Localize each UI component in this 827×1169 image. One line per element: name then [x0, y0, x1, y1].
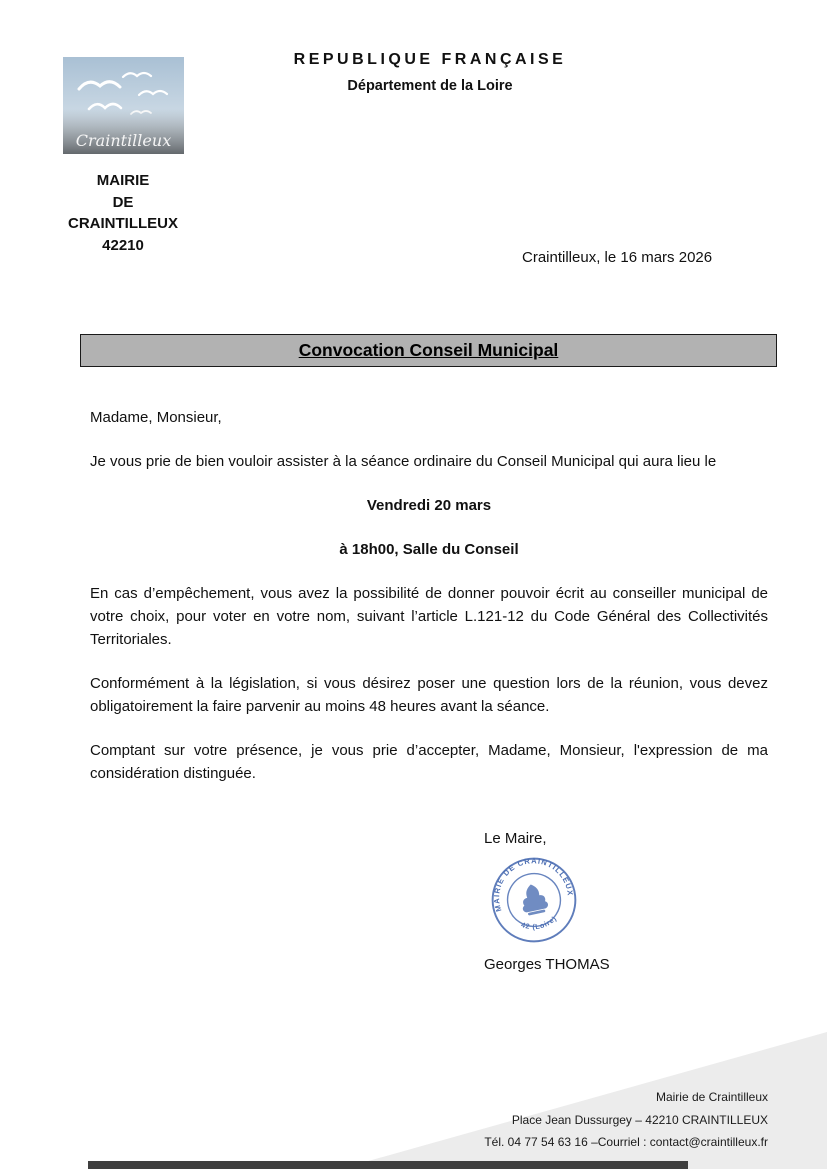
republic-title: REPUBLIQUE FRANÇAISE — [293, 51, 567, 68]
mayor-seal-icon — [482, 848, 586, 952]
mairie-line: 42210 — [102, 236, 144, 254]
signature-name: Georges THOMAS — [484, 956, 610, 973]
commune-logo — [63, 57, 184, 154]
paragraph-proxy-voting: En cas d’empêchement, vous avez la possibilité de donner pouvoir écrit au conseiller municipal de votre choix, pour voter en votre nom, suivant l’article L.121-12 du Code Général des Collectivités Territoriales. — [90, 585, 768, 648]
commune-logo-image — [63, 57, 184, 154]
paragraph-intro: Je vous prie de bien vouloir assister à la séance ordinaire du Conseil Municipal qui aura lieu le — [90, 453, 717, 470]
seal-bottom-text: 42 (Loire) — [519, 913, 559, 932]
seal-top-text: MAIRIE DE CRAINTILLEUX — [492, 856, 575, 913]
mairie-line: MAIRIE — [96, 172, 150, 189]
dateline: Craintilleux, le 16 mars 2026 — [522, 249, 713, 266]
letter-body — [90, 406, 768, 806]
footer-line-contact: Tél. 04 77 54 63 16 –Courriel : contact@craintilleux.fr — [484, 1135, 768, 1149]
paragraph-closing: Comptant sur votre présence, je vous prie d’accepter, Madame, Monsieur, l'expression de ma considération distinguée. — [90, 742, 768, 782]
signature-role: Le Maire, — [484, 830, 547, 847]
title-banner-text: Convocation Conseil Municipal — [298, 340, 559, 360]
title-banner — [80, 334, 777, 367]
footer-line-street: Place Jean Dussurgey – 42210 CRAINTILLEUX — [511, 1112, 768, 1127]
mairie-line: CRAINTILLEUX — [68, 215, 178, 232]
seal-emblem — [518, 882, 549, 917]
svg-text:42 (Loire) — [518, 913, 559, 935]
salutation: Madame, Monsieur, — [90, 409, 222, 426]
letterhead — [180, 51, 680, 94]
meeting-time: à 18h00, Salle du Conseil — [339, 541, 519, 558]
department-subtitle: Département de la Loire — [347, 78, 513, 94]
logo-caption: Craintilleux — [75, 131, 172, 150]
footer-line-name: Mairie de Craintilleux — [655, 1090, 768, 1104]
bottom-bar-decoration — [88, 1161, 688, 1169]
paragraph-questions: Conformément à la législation, si vous désirez poser une question lors de la réunion, vous devez obligatoirement la faire parvenir au moins 48 heures avant la séance. — [90, 675, 768, 715]
mairie-address-block — [34, 170, 212, 256]
mayor-seal — [482, 848, 586, 952]
footer-address — [400, 1086, 768, 1154]
meeting-date: Vendredi 20 mars — [366, 497, 492, 514]
mairie-line: DE — [112, 193, 134, 211]
